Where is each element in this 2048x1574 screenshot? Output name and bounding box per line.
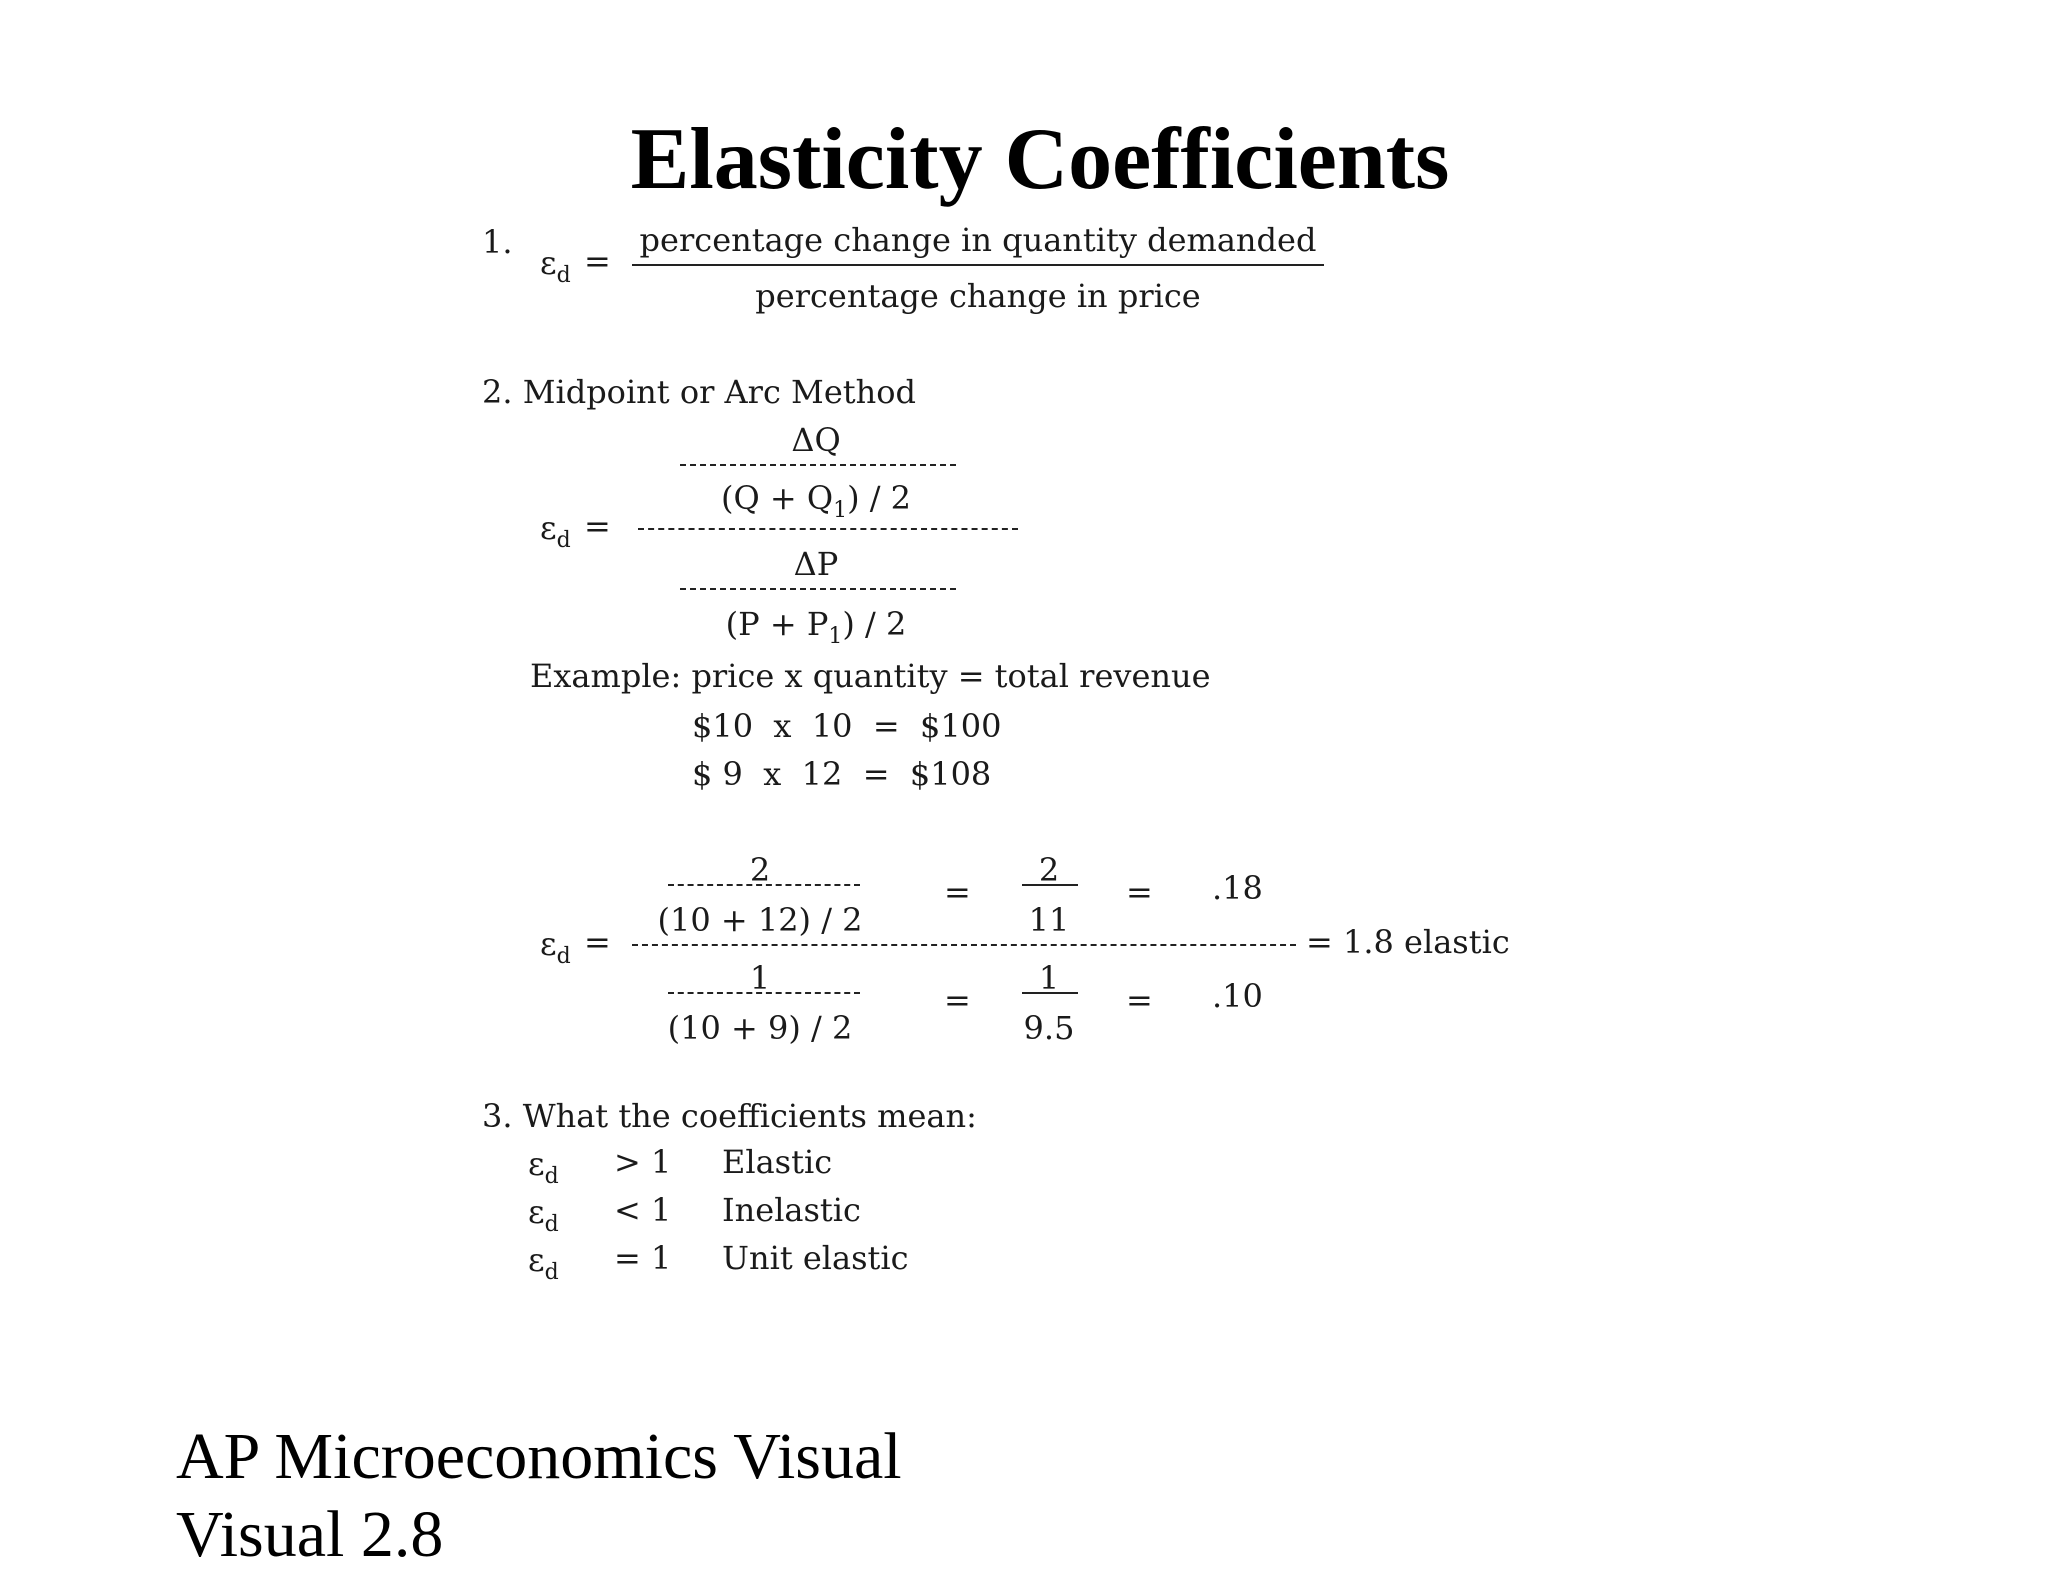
- fraction-bar: [668, 884, 860, 886]
- q-average: $(Q + Q_1) / 2$: [720, 479, 912, 523]
- footer-subtitle: Visual 2.8: [176, 1498, 444, 1571]
- formula-numerator: percentage change in quantity demanded: [639, 221, 1317, 259]
- calc-top-mid-numerator: 2: [1038, 851, 1060, 889]
- equals-sign: =: [944, 873, 971, 911]
- example-row: $10 x 10 = $100: [692, 707, 1002, 745]
- epsilon-d-symbol: $\varepsilon_d$: [528, 1193, 559, 1237]
- epsilon-d-symbol: $\varepsilon_d$: [540, 925, 571, 969]
- coefficient-meaning: Unit elastic: [722, 1239, 909, 1277]
- equals-sign: =: [1126, 981, 1153, 1019]
- calc-bottom-numerator: 1: [749, 959, 771, 997]
- coefficient-condition: < 1: [614, 1191, 672, 1229]
- calc-bottom-mid-numerator: 1: [1038, 959, 1060, 997]
- epsilon-d-symbol: $\varepsilon_d$: [540, 244, 571, 288]
- formula-denominator: percentage change in price: [755, 277, 1201, 315]
- calc-result: = 1.8 elastic: [1306, 923, 1510, 961]
- calc-bottom-mid-denominator: 9.5: [1023, 1009, 1075, 1047]
- fraction-bar: [680, 464, 956, 466]
- coefficient-condition: > 1: [614, 1143, 672, 1181]
- example-heading: Example: price x quantity = total revenue: [530, 657, 1211, 695]
- equals-sign: =: [944, 981, 971, 1019]
- fraction-bar: [668, 992, 860, 994]
- equals-sign: =: [1126, 873, 1153, 911]
- equals-sign: =: [584, 242, 611, 280]
- calc-top-result: .18: [1212, 869, 1263, 907]
- fraction-bar: [1022, 992, 1078, 994]
- example-row: $ 9 x 12 = $108: [692, 755, 992, 793]
- calc-bottom-result: .10: [1212, 977, 1263, 1015]
- coefficient-meaning: Inelastic: [722, 1191, 861, 1229]
- epsilon-d-symbol: $\varepsilon_d$: [540, 509, 571, 553]
- delta-p: ΔP: [793, 545, 839, 583]
- coefficient-condition: = 1: [614, 1239, 672, 1277]
- footer-title: AP Microeconomics Visual: [176, 1420, 902, 1493]
- epsilon-d-symbol: $\varepsilon_d$: [528, 1145, 559, 1189]
- main-fraction-bar: [638, 528, 1018, 530]
- section-heading-meaning: 3. What the coefficients mean:: [482, 1097, 977, 1135]
- calc-bottom-denominator: (10 + 9) / 2: [667, 1009, 853, 1047]
- calc-top-mid-denominator: 11: [1028, 901, 1070, 939]
- calc-top-denominator: (10 + 12) / 2: [657, 901, 863, 939]
- calc-top-numerator: 2: [749, 851, 771, 889]
- equals-sign: =: [584, 507, 611, 545]
- epsilon-d-symbol: $\varepsilon_d$: [528, 1241, 559, 1285]
- page-title: Elasticity Coefficients: [630, 111, 1450, 208]
- fraction-bar: [632, 264, 1324, 266]
- fraction-bar: [680, 588, 956, 590]
- item-number-1: 1.: [482, 223, 513, 261]
- p-average: $(P + P_1) / 2$: [725, 605, 907, 649]
- delta-q: ΔQ: [791, 421, 841, 459]
- equals-sign: =: [584, 923, 611, 961]
- main-fraction-bar: [632, 944, 1296, 946]
- coefficient-meaning: Elastic: [722, 1143, 833, 1181]
- section-heading-midpoint: 2. Midpoint or Arc Method: [482, 373, 916, 411]
- fraction-bar: [1022, 884, 1078, 886]
